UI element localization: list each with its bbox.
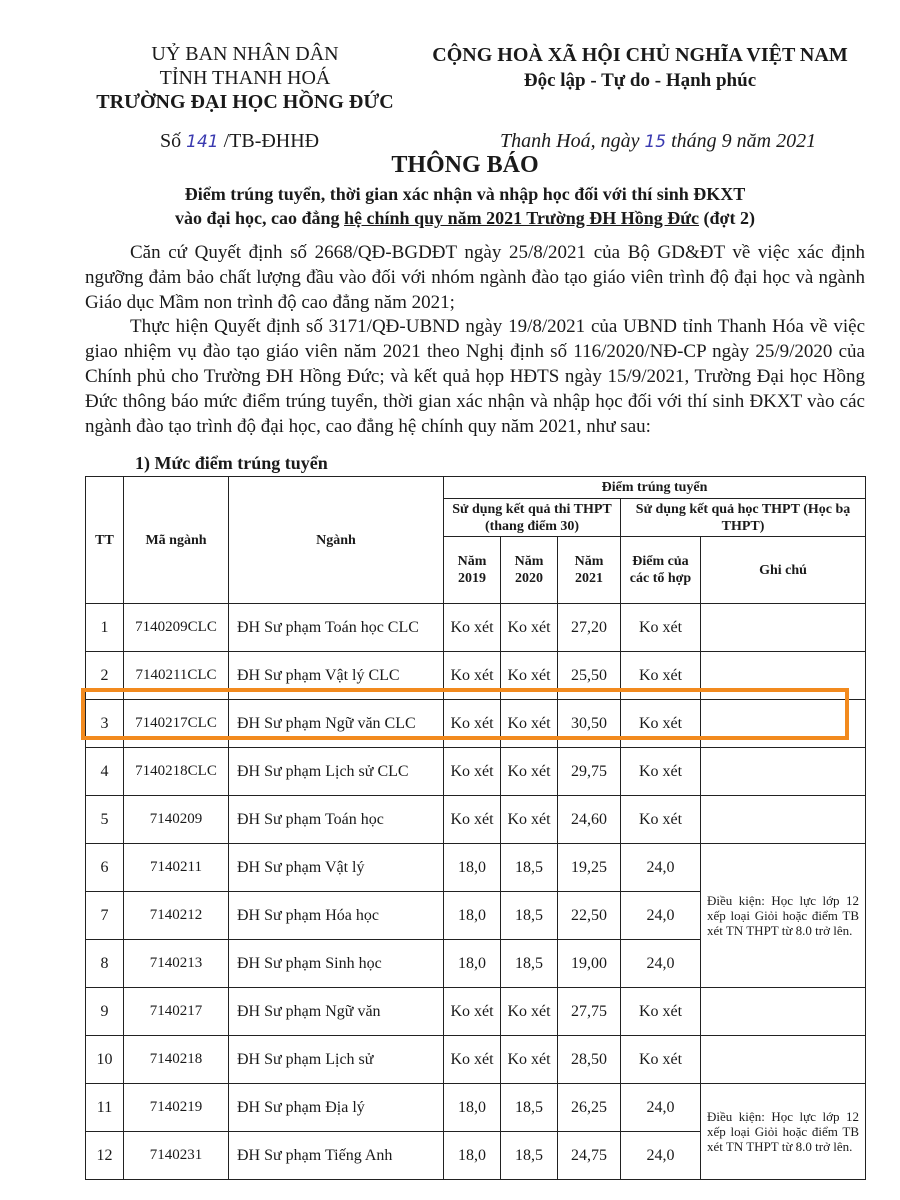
document-number-handwritten: 141 bbox=[186, 132, 219, 152]
table-row bbox=[86, 652, 866, 700]
paragraph-implementation-text: Thực hiện Quyết định số 3171/QĐ-UBND ngày 19/8/2021 của UBND tỉnh Thanh Hóa về việc giao nhiệm vụ đào tạo giáo viên năm 2021 theo Nghị định số 116/2020/NĐ-CP ngày 25/9/2020 của Chính phủ cho Trường ĐH Hồng Đức; và kết quả họp HĐTS ngày 15/9/2021, Trường Đại học Hồng Đức thông báo mức điểm trúng tuyển, thời gian xác nhận và nhập học đối với thí sinh ĐKXT vào các ngành đào tạo trình độ đại học, cao đẳng hệ chính quy năm 2021, như sau: bbox=[85, 316, 865, 437]
row-note bbox=[701, 604, 866, 652]
row-name: ĐH Sư phạm Vật lý bbox=[229, 844, 444, 892]
admission-scores-table bbox=[85, 476, 866, 1180]
document-number-prefix: Số bbox=[160, 130, 182, 152]
national-motto-block bbox=[410, 42, 870, 94]
table-body bbox=[86, 604, 866, 1180]
row-2020: Ko xét bbox=[501, 700, 558, 748]
row-2021: 19,25 bbox=[558, 844, 621, 892]
col-header-name: Ngành bbox=[229, 477, 444, 604]
col-header-note: Ghi chú bbox=[701, 537, 866, 604]
row-2019: Ko xét bbox=[444, 652, 501, 700]
row-name: ĐH Sư phạm Vật lý CLC bbox=[229, 652, 444, 700]
row-2019: 18,0 bbox=[444, 844, 501, 892]
row-combo: 24,0 bbox=[621, 940, 701, 988]
row-2020: 18,5 bbox=[501, 940, 558, 988]
table-row bbox=[86, 1084, 866, 1132]
row-2020: 18,5 bbox=[501, 1132, 558, 1180]
row-tt: 1 bbox=[86, 604, 124, 652]
section-heading: 1) Mức điểm trúng tuyển bbox=[135, 453, 328, 473]
place-date-prefix: Thanh Hoá, ngày bbox=[500, 130, 640, 152]
row-2021: 19,00 bbox=[558, 940, 621, 988]
row-2020: Ko xét bbox=[501, 604, 558, 652]
row-tt: 12 bbox=[86, 1132, 124, 1180]
row-combo: Ko xét bbox=[621, 796, 701, 844]
row-tt: 7 bbox=[86, 892, 124, 940]
col-header-2019: Năm 2019 bbox=[444, 537, 501, 604]
row-2021: 27,20 bbox=[558, 604, 621, 652]
document-subtitle bbox=[40, 182, 890, 230]
row-2019: Ko xét bbox=[444, 604, 501, 652]
table-row bbox=[86, 700, 866, 748]
row-note bbox=[701, 700, 866, 748]
national-title: CỘNG HOÀ XÃ HỘI CHỦ NGHĨA VIỆT NAM bbox=[432, 44, 848, 66]
row-code: 7140213 bbox=[124, 940, 229, 988]
row-tt: 4 bbox=[86, 748, 124, 796]
row-code: 7140217 bbox=[124, 988, 229, 1036]
row-combo: Ko xét bbox=[621, 748, 701, 796]
row-2019: Ko xét bbox=[444, 748, 501, 796]
document-title: THÔNG BÁO bbox=[391, 152, 539, 178]
subtitle-line-2-post: (đợt 2) bbox=[703, 208, 755, 228]
row-2021: 28,50 bbox=[558, 1036, 621, 1084]
row-2020: 18,5 bbox=[501, 1084, 558, 1132]
row-note-condition-a: Điều kiện: Học lực lớp 12 xếp loại Giỏi hoặc điểm TB xét TN THPT từ 8.0 trở lên. bbox=[701, 844, 866, 988]
row-2019: 18,0 bbox=[444, 1084, 501, 1132]
row-note bbox=[701, 652, 866, 700]
col-header-hocba: Sử dụng kết quả học THPT (Học bạ THPT) bbox=[621, 499, 866, 537]
row-2019: Ko xét bbox=[444, 1036, 501, 1084]
col-header-combo: Điểm của các tổ hợp bbox=[621, 537, 701, 604]
row-combo: Ko xét bbox=[621, 604, 701, 652]
row-2019: 18,0 bbox=[444, 892, 501, 940]
row-tt: 5 bbox=[86, 796, 124, 844]
row-code: 7140211CLC bbox=[124, 652, 229, 700]
row-combo: Ko xét bbox=[621, 1036, 701, 1084]
col-header-2021: Năm 2021 bbox=[558, 537, 621, 604]
subtitle-line-2-pre: vào đại học, cao đẳng bbox=[175, 208, 340, 228]
row-tt: 8 bbox=[86, 940, 124, 988]
row-2020: Ko xét bbox=[501, 748, 558, 796]
row-tt: 2 bbox=[86, 652, 124, 700]
row-name: ĐH Sư phạm Hóa học bbox=[229, 892, 444, 940]
row-combo: 24,0 bbox=[621, 1132, 701, 1180]
row-2019: Ko xét bbox=[444, 796, 501, 844]
row-2019: Ko xét bbox=[444, 988, 501, 1036]
row-tt: 9 bbox=[86, 988, 124, 1036]
row-note-condition-b: Điều kiện: Học lực lớp 12 xếp loại Giỏi hoặc điểm TB xét TN THPT từ 8.0 trở lên. bbox=[701, 1084, 866, 1180]
row-tt: 3 bbox=[86, 700, 124, 748]
row-2019: Ko xét bbox=[444, 700, 501, 748]
col-header-tt: TT bbox=[86, 477, 124, 604]
row-2021: 24,60 bbox=[558, 796, 621, 844]
row-name: ĐH Sư phạm Ngữ văn bbox=[229, 988, 444, 1036]
row-note bbox=[701, 1036, 866, 1084]
row-tt: 11 bbox=[86, 1084, 124, 1132]
row-name: ĐH Sư phạm Địa lý bbox=[229, 1084, 444, 1132]
date-day-handwritten: 15 bbox=[644, 132, 667, 152]
row-name: ĐH Sư phạm Ngữ văn CLC bbox=[229, 700, 444, 748]
row-code: 7140219 bbox=[124, 1084, 229, 1132]
subtitle-line-2-underlined: hệ chính quy năm 2021 Trường ĐH Hồng Đức bbox=[344, 208, 700, 228]
row-2021: 26,25 bbox=[558, 1084, 621, 1132]
table-row bbox=[86, 844, 866, 892]
row-2021: 29,75 bbox=[558, 748, 621, 796]
row-code: 7140209CLC bbox=[124, 604, 229, 652]
document-number bbox=[160, 130, 319, 153]
col-header-2020: Năm 2020 bbox=[501, 537, 558, 604]
subtitle-line-2 bbox=[40, 206, 890, 230]
issuer-line-2: TỈNH THANH HOÁ bbox=[159, 67, 331, 89]
row-2021: 24,75 bbox=[558, 1132, 621, 1180]
place-date-suffix: tháng 9 năm 2021 bbox=[671, 130, 817, 152]
table-row bbox=[86, 796, 866, 844]
place-date bbox=[500, 130, 816, 153]
col-header-code: Mã ngành bbox=[124, 477, 229, 604]
row-2020: 18,5 bbox=[501, 892, 558, 940]
issuer-block bbox=[80, 42, 410, 114]
row-2021: 22,50 bbox=[558, 892, 621, 940]
row-2021: 25,50 bbox=[558, 652, 621, 700]
row-code: 7140218CLC bbox=[124, 748, 229, 796]
row-name: ĐH Sư phạm Toán học CLC bbox=[229, 604, 444, 652]
table-row bbox=[86, 748, 866, 796]
row-combo: Ko xét bbox=[621, 988, 701, 1036]
paragraph-basis bbox=[85, 240, 865, 315]
row-code: 7140217CLC bbox=[124, 700, 229, 748]
row-tt: 6 bbox=[86, 844, 124, 892]
row-code: 7140218 bbox=[124, 1036, 229, 1084]
document-number-suffix: /TB-ĐHHĐ bbox=[223, 130, 320, 152]
row-name: ĐH Sư phạm Tiếng Anh bbox=[229, 1132, 444, 1180]
row-code: 7140209 bbox=[124, 796, 229, 844]
row-code: 7140212 bbox=[124, 892, 229, 940]
row-2021: 30,50 bbox=[558, 700, 621, 748]
national-motto: Độc lập - Tự do - Hạnh phúc bbox=[523, 70, 757, 91]
row-combo: 24,0 bbox=[621, 892, 701, 940]
row-name: ĐH Sư phạm Lịch sử bbox=[229, 1036, 444, 1084]
row-name: ĐH Sư phạm Sinh học bbox=[229, 940, 444, 988]
row-note bbox=[701, 748, 866, 796]
row-code: 7140231 bbox=[124, 1132, 229, 1180]
table-row bbox=[86, 988, 866, 1036]
row-note bbox=[701, 796, 866, 844]
row-combo: Ko xét bbox=[621, 652, 701, 700]
row-tt: 10 bbox=[86, 1036, 124, 1084]
row-name: ĐH Sư phạm Lịch sử CLC bbox=[229, 748, 444, 796]
row-name: ĐH Sư phạm Toán học bbox=[229, 796, 444, 844]
table-row bbox=[86, 604, 866, 652]
table-row bbox=[86, 1036, 866, 1084]
row-2020: Ko xét bbox=[501, 1036, 558, 1084]
issuer-line-1: UỶ BAN NHÂN DÂN bbox=[151, 43, 339, 65]
paragraph-basis-text: Căn cứ Quyết định số 2668/QĐ-BGDĐT ngày 25/8/2021 của Bộ GD&ĐT về việc xác định ngưỡng đảm bảo chất lượng đầu vào đối với nhóm ngành đào tạo giáo viên trình độ đại học và ngành Giáo dục Mầm non trình độ cao đẳng năm 2021; bbox=[85, 242, 865, 313]
subtitle-line-1: Điểm trúng tuyển, thời gian xác nhận và nhập học đối với thí sinh ĐKXT bbox=[184, 184, 746, 204]
row-2019: 18,0 bbox=[444, 940, 501, 988]
paragraph-implementation bbox=[85, 314, 865, 439]
col-header-group: Điểm trúng tuyển bbox=[444, 477, 866, 499]
row-code: 7140211 bbox=[124, 844, 229, 892]
row-note bbox=[701, 988, 866, 1036]
row-2020: 18,5 bbox=[501, 844, 558, 892]
col-header-thpt: Sử dụng kết quả thi THPT (thang điểm 30) bbox=[444, 499, 621, 537]
row-2021: 27,75 bbox=[558, 988, 621, 1036]
row-2020: Ko xét bbox=[501, 796, 558, 844]
row-2020: Ko xét bbox=[501, 988, 558, 1036]
row-combo: 24,0 bbox=[621, 1084, 701, 1132]
issuer-line-3: TRƯỜNG ĐẠI HỌC HỒNG ĐỨC bbox=[96, 91, 394, 113]
row-2019: 18,0 bbox=[444, 1132, 501, 1180]
row-combo: 24,0 bbox=[621, 844, 701, 892]
row-combo: Ko xét bbox=[621, 700, 701, 748]
row-2020: Ko xét bbox=[501, 652, 558, 700]
